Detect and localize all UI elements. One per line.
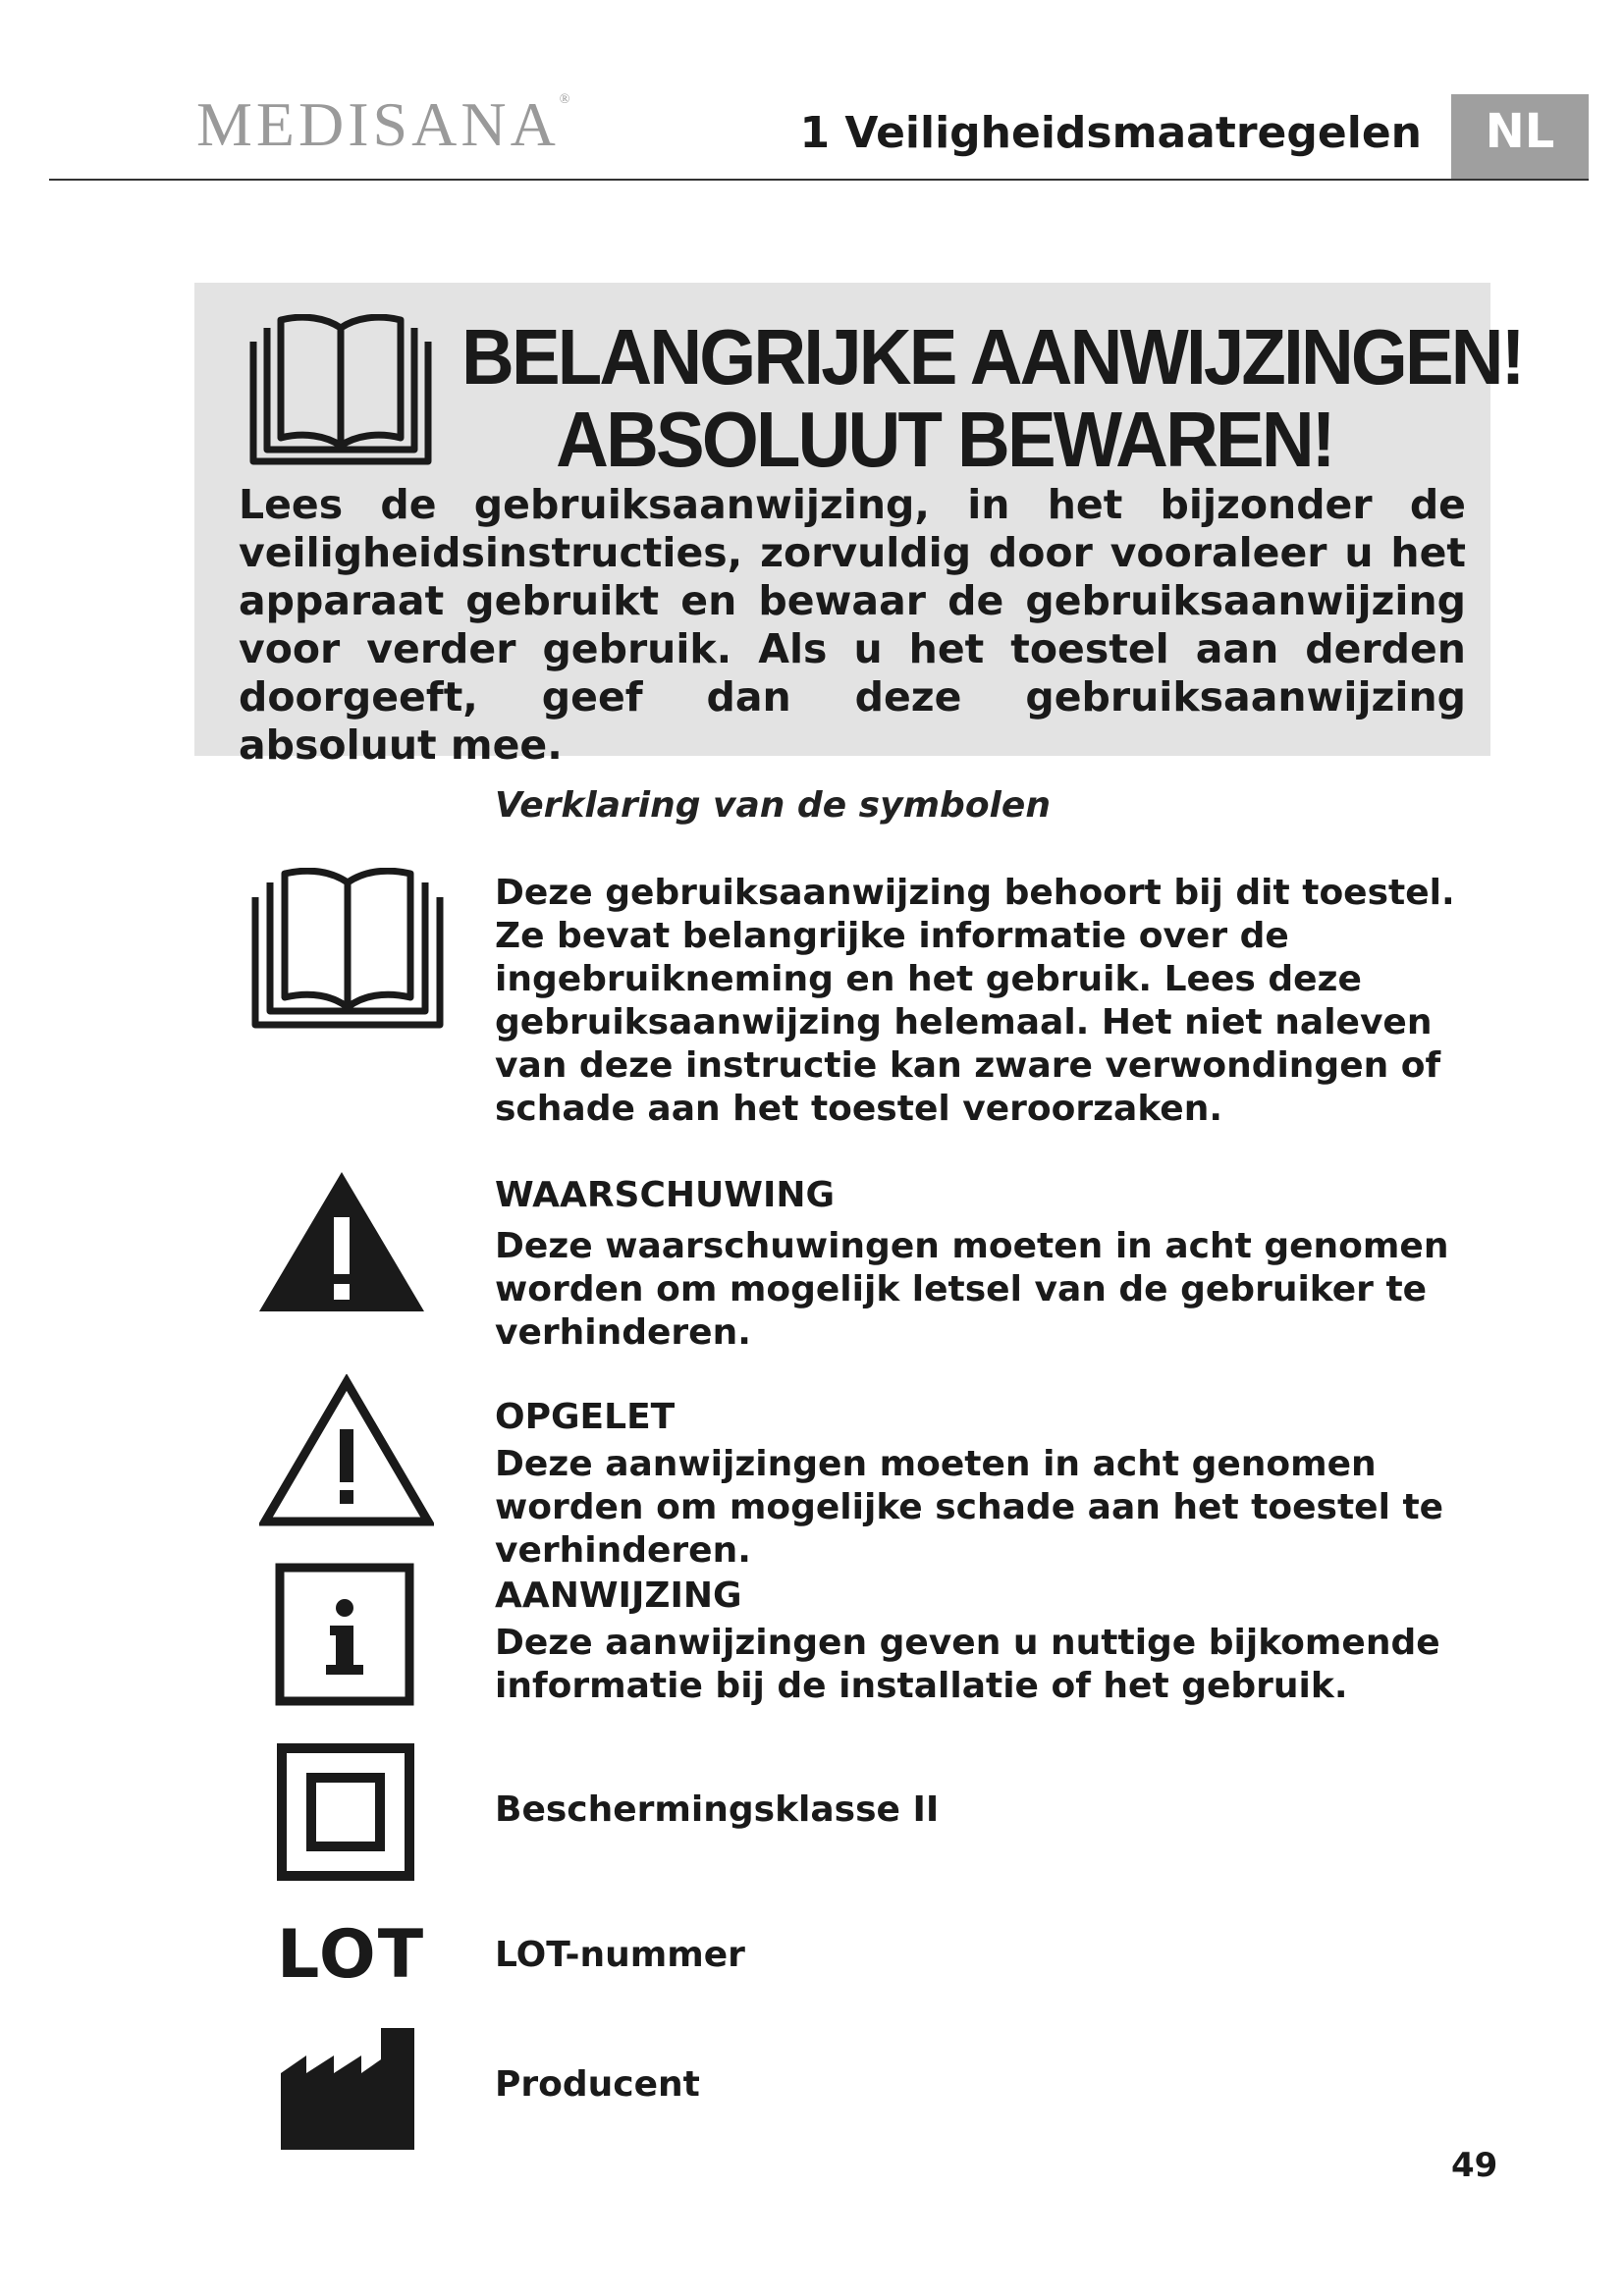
notice-heading-line2: ABSOLUUT BEWAREN! — [556, 396, 1333, 483]
symbol-description-warning: Deze waarschuwingen moeten in acht genomen worden om mogelijk letsel van de gebruiker te verhinderen. — [495, 1226, 1449, 1353]
caution-outline-icon — [259, 1374, 434, 1527]
manufacturer-icon — [279, 2026, 416, 2152]
lot-icon: LOT — [277, 1916, 426, 1994]
symbol-description-book: Deze gebruiksaanwijzing behoort bij dit toestel. Ze bevat belangrijke informatie over de ingebruikneming en het gebruik. Lees deze gebruiksaanwijzing helemaal. Het niet naleven van deze instructie kan zware verwondingen of schade aan het toestel veroorzaken. — [495, 873, 1455, 1129]
brand-logo — [196, 89, 570, 159]
language-tab: NL — [1451, 94, 1589, 181]
symbol-entry-warning — [495, 1174, 1477, 1355]
symbol-description-caution: Deze aanwijzingen moeten in acht genomen worden om mogelijke schade aan het toestel te verhinderen. — [495, 1444, 1444, 1571]
symbols-section-title: Verklaring van de symbolen — [495, 785, 1051, 826]
symbol-description-protection-class: Beschermingsklasse II — [495, 1789, 940, 1830]
book-icon — [249, 868, 446, 1031]
protection-class-ii-icon — [277, 1743, 414, 1881]
symbol-label-info: AANWIJZING — [495, 1575, 742, 1616]
warning-filled-icon — [255, 1168, 428, 1315]
symbol-entry-info — [495, 1575, 1477, 1708]
symbol-description-info: Deze aanwijzingen geven u nuttige bijkomende informatie bij de installatie of het gebruik. — [495, 1623, 1440, 1706]
brand-registered-mark: ® — [559, 92, 570, 107]
section-title: 1 Veiligheidsmaatregelen — [799, 108, 1422, 158]
page-number: 49 — [1451, 2146, 1498, 2185]
book-icon — [247, 314, 434, 467]
notice-body: Lees de gebruiksaanwijzing, in het bijzonder de veiligheidsinstructies, zorvuldig door vooraleer u het apparaat gebruikt en bewaar de gebruiksaanwijzing voor verder gebruik. Als u het toestel aan derden doorgeeft, geef dan deze gebruiksaanwijzing absoluut mee. — [239, 481, 1466, 769]
header-divider — [49, 179, 1589, 181]
info-icon — [275, 1563, 414, 1706]
symbol-description-lot: LOT-nummer — [495, 1935, 745, 1975]
symbol-entry-caution — [495, 1396, 1477, 1573]
brand-name: MEDISANA — [196, 89, 560, 159]
symbol-description-manufacturer: Producent — [495, 2064, 700, 2105]
notice-heading-line1: BELANGRIJKE AANWIJZINGEN! — [461, 313, 1523, 400]
notice-heading — [461, 313, 1523, 483]
symbol-label-caution: OPGELET — [495, 1397, 676, 1437]
symbol-label-warning: WAARSCHUWING — [495, 1175, 836, 1215]
